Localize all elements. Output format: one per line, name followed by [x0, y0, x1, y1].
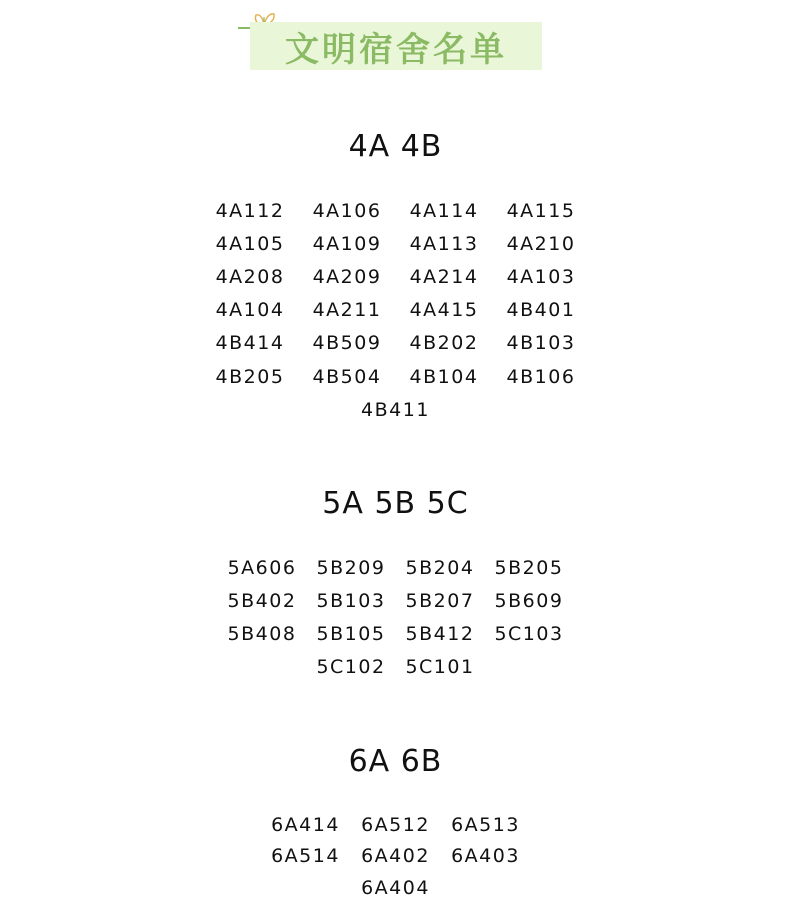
dorm-room: 4B106 — [506, 366, 576, 388]
dorm-row — [0, 622, 791, 646]
dorm-room: 5B204 — [405, 557, 475, 579]
dorm-room: 5A606 — [227, 557, 297, 579]
dorm-room: 4B401 — [506, 299, 576, 321]
dorm-room: 4A209 — [312, 266, 382, 288]
dorm-room: 4B205 — [215, 366, 285, 388]
dorm-room: 6A513 — [451, 814, 520, 836]
dorm-room: 6A414 — [271, 814, 340, 836]
section-heading-4a-4b: 4A 4B — [348, 129, 443, 164]
dorm-row — [0, 331, 791, 355]
page-title: 文明宿舍名单 — [285, 29, 507, 70]
dorm-room: 4A211 — [312, 299, 382, 321]
dorm-row — [0, 298, 791, 322]
section-heading-6a-6b: 6A 6B — [348, 744, 443, 779]
dorm-room: 4B504 — [312, 366, 382, 388]
section-heading-5a-5b-5c: 5A 5B 5C — [322, 486, 469, 521]
dorm-room: 5C103 — [494, 623, 564, 645]
dorm-room: 4A208 — [215, 266, 285, 288]
dorm-room: 5B205 — [494, 557, 564, 579]
dorm-room: 4B411 — [361, 399, 430, 421]
dorm-room: 4A112 — [215, 200, 285, 222]
title-banner — [250, 22, 542, 70]
dorm-room: 4B202 — [409, 332, 479, 354]
dorm-row — [0, 589, 791, 613]
dorm-room: 6A403 — [451, 845, 520, 867]
dorm-row — [0, 813, 791, 837]
dorm-row — [0, 199, 791, 223]
dorm-room: 5C101 — [405, 656, 475, 678]
dorm-room: 4B103 — [506, 332, 576, 354]
dorm-row — [0, 265, 791, 289]
dorm-row — [0, 655, 791, 679]
dorm-room: 4A210 — [506, 233, 576, 255]
dorm-room: 4B509 — [312, 332, 382, 354]
dorm-room: 4A109 — [312, 233, 382, 255]
dorm-room: 4A115 — [506, 200, 576, 222]
dorm-room: 5B412 — [405, 623, 475, 645]
dorm-room: 6A404 — [361, 877, 430, 899]
dorm-row — [0, 844, 791, 868]
dorm-room: 5B609 — [494, 590, 564, 612]
dorm-room: 4A214 — [409, 266, 479, 288]
dorm-row — [0, 398, 791, 422]
dorm-room: 4A103 — [506, 266, 576, 288]
dorm-room: 5B402 — [227, 590, 297, 612]
dorm-room: 4A104 — [215, 299, 285, 321]
dorm-room: 5B103 — [316, 590, 386, 612]
dorm-room: 5B408 — [227, 623, 297, 645]
dorm-room: 5B105 — [316, 623, 386, 645]
dorm-room: 4A114 — [409, 200, 479, 222]
dorm-room: 6A514 — [271, 845, 340, 867]
dorm-row — [0, 556, 791, 580]
dorm-row — [0, 876, 791, 900]
dorm-room: 5B207 — [405, 590, 475, 612]
dorm-room: 6A512 — [361, 814, 430, 836]
dorm-room: 5C102 — [316, 656, 386, 678]
dorm-row — [0, 232, 791, 256]
dorm-room: 4A106 — [312, 200, 382, 222]
dorm-room: 4B414 — [215, 332, 285, 354]
dorm-room: 4A113 — [409, 233, 479, 255]
dorm-room: 4B104 — [409, 366, 479, 388]
dorm-room: 4A415 — [409, 299, 479, 321]
dorm-room: 6A402 — [361, 845, 430, 867]
dorm-room: 4A105 — [215, 233, 285, 255]
dorm-row — [0, 365, 791, 389]
dorm-room: 5B209 — [316, 557, 386, 579]
